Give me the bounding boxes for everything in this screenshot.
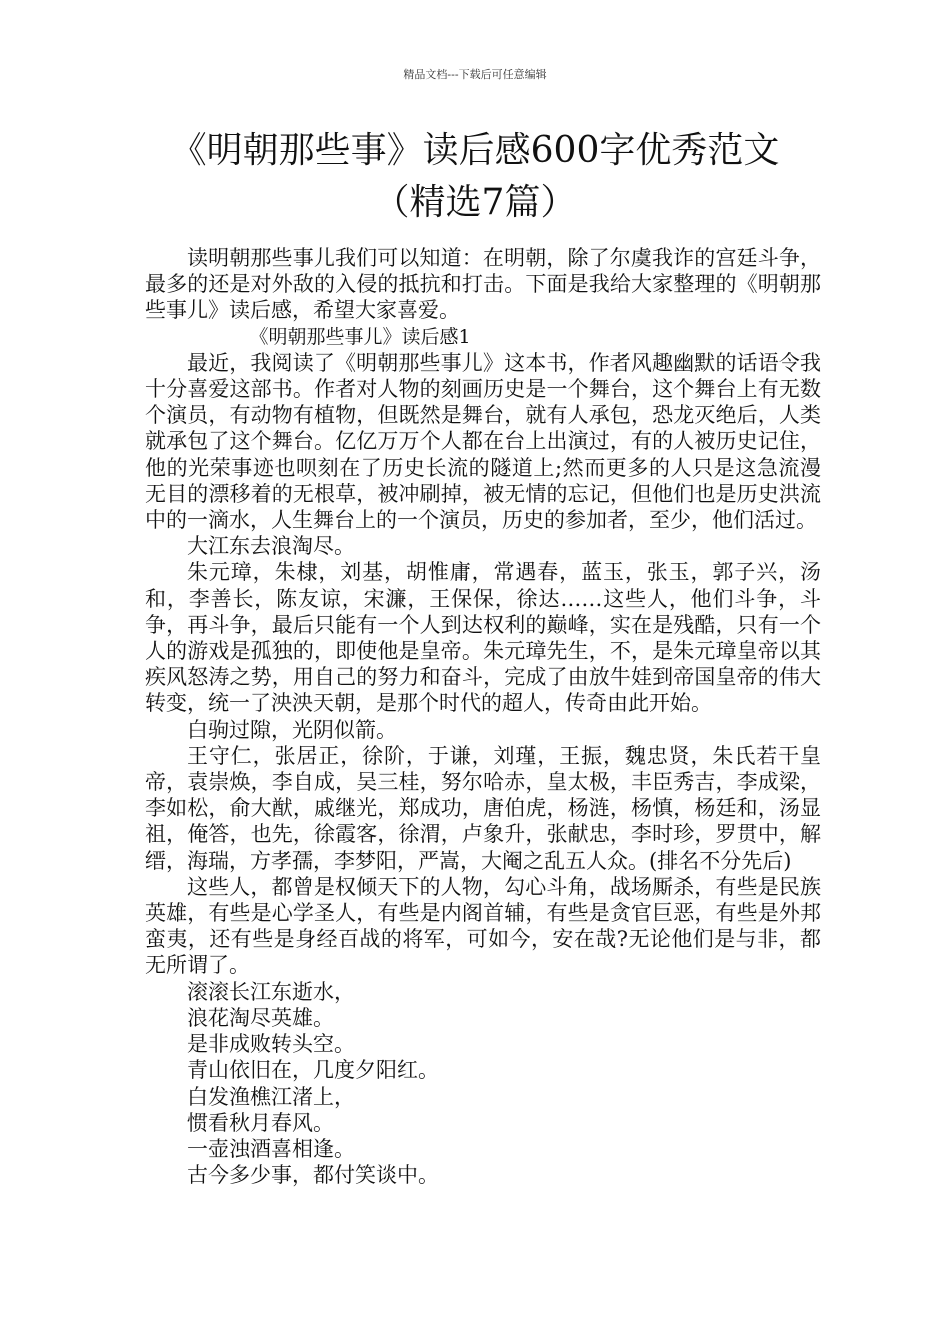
paragraph: 最近，我阅读了《明朝那些事儿》这本书，作者风趣幽默的话语令我十分喜爱这部书。作者对人物的刻画历史是一个舞台，这个舞台上有无数个演员，有动物有植物，但既然是舞台，就有人承包，恐龙灭绝后，人类就承包了这个舞台。亿亿万万个人都在台上出演过，有的人被历史记住，他的光荣事迹也呗刻在了历史长流的隧道上;然而更多的人只是这急流漫无目的漂移着的无根草，被冲刷掉，被无情的忘记，但他们也是历史洪流中的一滴水，人生舞台上的一个演员，历史的参加者，至少，他们活过。 [145, 350, 821, 533]
poem-line: 滚滚长江东逝水， [187, 979, 355, 1004]
poem-line: 青山依旧在，几度夕阳红。 [187, 1058, 439, 1083]
document-body [145, 245, 821, 1188]
poem-line: 古今多少事，都付笑谈中。 [187, 1163, 439, 1188]
poem-line: 一壶浊酒喜相逢。 [187, 1136, 355, 1161]
section-heading: 《明朝那些事儿》读后感1 [249, 325, 471, 348]
document-title: 《明朝那些事》读后感600字优秀范文 [170, 130, 780, 171]
poem-line: 是非成败转头空。 [187, 1032, 355, 1057]
poem-line: 浪花淘尽英雄。 [187, 1005, 334, 1030]
document-title-subtitle: （精选7篇） [373, 182, 577, 223]
paragraph: 大江东去浪淘尽。 [187, 534, 355, 559]
poem-line: 惯看秋月春风。 [187, 1110, 334, 1135]
paragraph: 白驹过隙，光阴似箭。 [187, 717, 397, 742]
paragraph: 这些人，都曾是权倾天下的人物，勾心斗角，战场厮杀，有些是民族英雄，有些是心学圣人，有些是内阁首辅，有些是贪官巨恶，有些是外邦蛮夷，还有些是身经百战的将军，可如今，安在哉?无论他们是与非，都无所谓了。 [145, 874, 821, 978]
intro-paragraph: 读明朝那些事儿我们可以知道：在明朝，除了尔虞我诈的宫廷斗争，最多的还是对外敌的入侵的抵抗和打击。下面是我给大家整理的《明朝那些事儿》读后感，希望大家喜爱。 [145, 246, 821, 323]
paragraph: 王守仁，张居正，徐阶，于谦，刘瑾，王振，魏忠贤，朱氏若干皇帝，袁崇焕，李自成，吴三桂，努尔哈赤，皇太极，丰臣秀吉，李成梁，李如松，俞大猷，戚继光，郑成功，唐伯虎，杨涟，杨慎，杨廷和，汤显祖，俺答，也先，徐霞客，徐渭，卢象升，张献忠，李时珍，罗贯中，解缙，海瑞，方孝孺，李梦阳，严嵩，大阉之乱五人众。(排名不分先后) [145, 743, 821, 873]
header-note: 精品文档---下载后可任意编辑 [403, 68, 547, 81]
paragraph: 朱元璋，朱棣，刘基，胡惟庸，常遇春，蓝玉，张玉，郭子兴，汤和，李善长，陈友谅，宋濂，王保保，徐达……这些人，他们斗争，斗争，再斗争，最后只能有一个人到达权利的巅峰，实在是残酷，只有一个人的游戏是孤独的，即使他是皇帝。朱元璋先生，不，是朱元璋皇帝以其疾风怒涛之势，用自己的努力和奋斗，完成了由放牛娃到帝国皇帝的伟大转变，统一了泱泱天朝，是那个时代的超人，传奇由此开始。 [145, 560, 821, 716]
poem-line: 白发渔樵江渚上， [187, 1084, 355, 1109]
